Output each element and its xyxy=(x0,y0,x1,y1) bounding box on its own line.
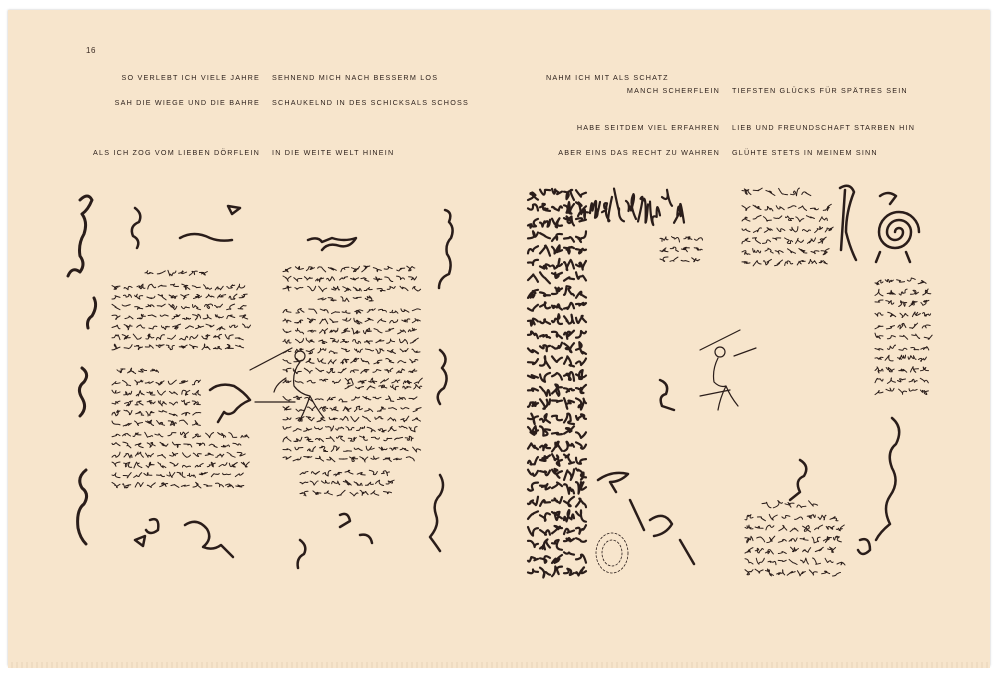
verse-line-7-right: GLÜHTE STETS IN MEINEM SINN xyxy=(732,148,878,157)
right-creatures-icon xyxy=(598,186,899,564)
verse-line-2-left: SAH DIE WIEGE UND DIE BAHRE xyxy=(114,98,260,107)
calligraphic-figure-icon xyxy=(68,196,96,544)
archer-icon xyxy=(700,330,756,410)
verse-line-3-left: ALS ICH ZOG VOM LIEBEN DÖRFLEIN xyxy=(93,148,260,157)
verse-line-6-left: HABE SEITDEM VIEL ERFAHREN xyxy=(576,123,720,132)
verse-line-1-left: SO VERLEBT ICH VIELE JAHRE xyxy=(121,73,260,82)
verse-line-7-left: ABER EINS DAS RECHT ZU WAHREN xyxy=(558,148,720,157)
verse-line-5-right: TIEFSTEN GLÜCKS FÜR SPÄTRES SEIN xyxy=(732,86,908,95)
verse-line-6-right: LIEB UND FREUNDSCHAFT STARBEN HIN xyxy=(732,123,916,132)
page-number: 16 xyxy=(86,46,96,55)
pseudo-script-block-right-icon xyxy=(660,188,932,576)
spiral-icon xyxy=(876,193,919,262)
oval-script-icon xyxy=(596,533,628,573)
ornament-border-icon xyxy=(528,189,684,578)
pseudo-script-block-icon xyxy=(112,266,422,496)
verse-line-5-left: MANCH SCHERFLEIN xyxy=(626,86,720,95)
verse-line-2-right: SCHAUKELND IN DES SCHICKSALS SCHOSS xyxy=(272,98,469,107)
verse-line-1-right: SEHNEND MICH NACH BESSERM LOS xyxy=(272,73,439,82)
verse-line-4-left: NAHM ICH MIT ALS SCHATZ xyxy=(546,73,669,82)
verse-line-3-right: IN DIE WEITE WELT HINEIN xyxy=(272,148,395,157)
